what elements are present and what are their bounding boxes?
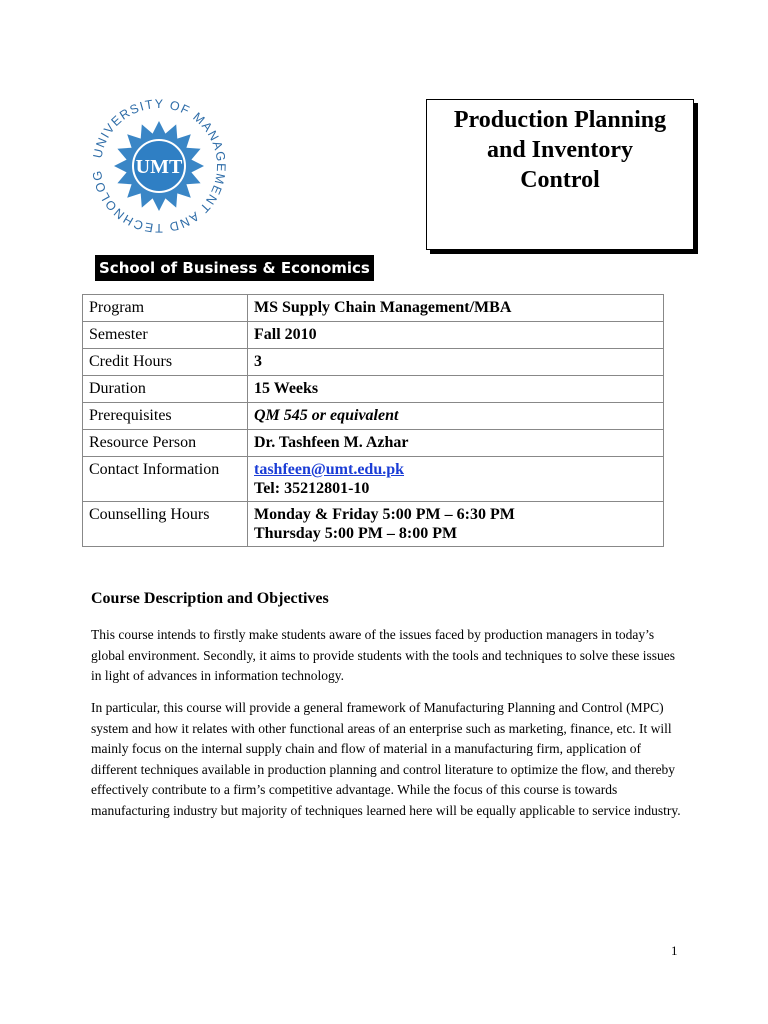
course-title-line-2: and Inventory [486,137,634,163]
course-title-line-3: Control [520,167,600,193]
row-value: Dr. Tashfeen M. Azhar [248,430,664,457]
svg-text:UNIVERSITY OF MANAGEMENT AND T: UNIVERSITY OF MANAGEMENT AND TECHNOLOG [89,96,229,236]
table-row [83,322,664,349]
table-row-contact [83,457,664,502]
counselling-line-1: Monday & Friday 5:00 PM – 6:30 PM [254,506,515,523]
row-label: Credit Hours [83,349,248,376]
course-description-paragraph-2: In particular, this course will provide a general framework of Manufacturing Planning and Control (MPC) system and how it relates with other functional areas of an enterprise such as marketing, finance, etc. It will mainly focus on the internal supply chain and flow of material in a manufacturing firm, application of different techniques available in production planning and control literature to optimize the flow, and thereby effectively contribute to a firm’s competitive advantage. While the focus of this course is towards manufacturing industry but majority of techniques learned here will be equally applicable to service industry. [91,700,681,818]
umt-seal-icon [88,95,230,237]
row-label: Program [83,295,248,322]
row-value: Fall 2010 [248,322,664,349]
course-title-box [426,99,694,250]
row-label: Resource Person [83,430,248,457]
contact-value [248,457,664,502]
course-description-paragraph-1: This course intends to firstly make students aware of the issues faced by production managers in today’s global environment. Secondly, it aims to provide students with the tools and techniques to solve these issues in light of advances in information technology. [91,627,676,684]
row-value: 3 [248,349,664,376]
table-row [83,349,664,376]
table-row [83,295,664,322]
course-title-line-1: Production Planning [453,107,667,133]
contact-label: Contact Information [83,457,248,502]
umt-logo [88,95,230,237]
row-value: 15 Weeks [248,376,664,403]
counselling-value [248,502,664,547]
row-value: QM 545 or equivalent [248,403,664,430]
row-label: Semester [83,322,248,349]
row-value: MS Supply Chain Management/MBA [248,295,664,322]
row-label: Prerequisites [83,403,248,430]
school-name-banner: School of Business & Economics [95,255,374,281]
telephone: Tel: 35212801-10 [254,480,370,497]
course-info-table [82,294,664,547]
logo-initials: UMT [135,156,183,178]
counselling-line-2: Thursday 5:00 PM – 8:00 PM [254,525,458,542]
table-row [83,403,664,430]
table-row-counselling [83,502,664,547]
table-row [83,430,664,457]
counselling-label: Counselling Hours [83,502,248,547]
page-number: 1 [671,943,678,958]
table-row [83,376,664,403]
row-label: Duration [83,376,248,403]
course-description-heading: Course Description and Objectives [91,590,329,607]
email-link[interactable]: tashfeen@umt.edu.pk [254,461,405,478]
